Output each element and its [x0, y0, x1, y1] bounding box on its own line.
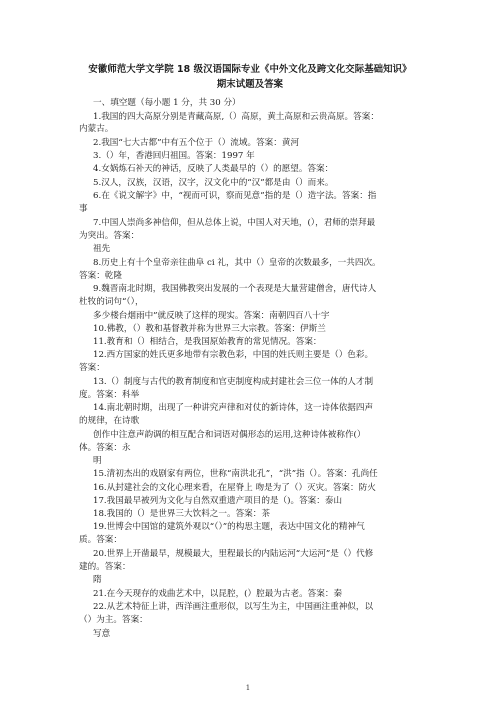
question-line: 内蒙古。 [79, 124, 114, 134]
question-line: 16.从封建社会的文化心理来看，在屋脊上 吻是为了（）灭灾。答案：防火 [93, 483, 376, 493]
question-line: 4.女娲炼石补天的神话，反映了人类最早的（）的愿望。答案： [93, 164, 334, 174]
question-line: 答案：乾隆 [79, 271, 122, 281]
answer-line: 写意 [93, 629, 111, 639]
question-line: 创作中注意声韵调的相互配合和词语对偶形态的运用,这种诗体被称作(） [93, 430, 366, 440]
answer-line: 隋 [93, 575, 102, 585]
question-line: 杜牧的词句“（）， [79, 297, 144, 307]
question-line: （）为主。答案： [79, 615, 148, 625]
question-line: 12.西方国家的姓氏更多地带有宗教色彩，中国的姓氏则主要是（）色彩。 [93, 350, 374, 360]
question-line: 18.我国的（）是世界三大饮料之一。答案：茶 [93, 509, 270, 519]
document-title: 安徽师范大学文学院 18 级汉语国际专业《中外文化及跨文化交际基础知识》 [88, 64, 412, 75]
document-subtitle: 期末试题及答案 [216, 79, 284, 90]
question-line: 15.清初杰出的戏剧家有两位，世称“南洪北孔”，“洪”指（）。答案：孔尚任 [93, 469, 378, 479]
question-line: 1.我国的四大高原分别是青藏高原,（）高原，黄土高原和云贵高原。答案： [93, 112, 379, 122]
question-line: 5.汉人，汉族，汉语，汉字，汉文化中的“汉”都是由（）而来。 [93, 178, 334, 188]
question-line: 8.历史上有十个皇帝亲往曲阜 ci 礼，其中（）皇帝的次数最多，一共四次。 [93, 258, 381, 268]
question-line: 19.世博会中国馆的建筑外观以“（）”的构思主题，表达中国文化的精神气 [93, 522, 365, 532]
section-header: 一、填空题（每小题 1 分，共 30 分） [93, 98, 241, 108]
question-line: 3.（）年，香港回归祖国。答案：1997 年 [93, 151, 255, 161]
question-line: 22.从艺术特征上讲，西洋画注重形似，以写生为主，中国画注重神似，以 [93, 602, 374, 612]
question-line: 7.中国人崇尚多神信仰，但从总体上说，中国人对天地，(），君师的崇拜最 [93, 218, 376, 228]
answer-line: 祖先 [93, 244, 111, 254]
question-line: 9.魏晋南北时期，我国佛教突出发展的一个表现是大量营建僧舍，唐代诗人 [93, 284, 377, 294]
page-number: 1 [245, 684, 251, 692]
question-line: 质。答案： [79, 535, 122, 545]
question-line: 多少楼台烟雨中”就反映了这样的现实。答案：南朝四百八十宇 [93, 311, 330, 321]
question-line: 建的。答案： [79, 562, 131, 572]
question-line: 21.在今天现存的戏曲艺术中，以昆腔，(）腔最为古老。答案：秦 [93, 589, 343, 599]
question-line: 17.我国最早被列为文化与自然双重遗产项目的是（)。答案：泰山 [93, 496, 343, 506]
question-line: 的规律，在诗歌 [79, 416, 140, 426]
question-line: 11.教育和（）相结合，是我国原始教育的常见情况。答案： [93, 337, 322, 347]
question-line: 度。答案：科举 [79, 390, 140, 400]
question-line: 13.（）制度与古代的教育制度和官吏制度构成封建社会三位一体的人才制 [93, 377, 374, 387]
question-line: 体。答案：永 [79, 443, 131, 453]
question-line: 14.南北朝时期，出现了一种讲究声律和对仗的新诗体，这一诗体依据四声 [93, 403, 374, 413]
answer-line: 明 [93, 456, 102, 466]
question-line: 6.在《说文解字》中，“视而可识，察而见意”指的是（）造字法。答案：指 [93, 191, 377, 201]
question-line: 2.我国“七大古都”中有五个位于（）流域。答案：黄河 [93, 138, 300, 148]
question-line: 答案： [79, 363, 105, 373]
question-line: 事 [79, 204, 88, 214]
question-line: 20.世界上开凿最早，规模最大，里程最长的内陆运河“大运河”是（）代修 [93, 549, 374, 559]
question-line: 为突出。答案： [79, 231, 140, 241]
question-line: 10.佛教，（）教和基督教并称为世界三大宗教。答案：伊斯兰 [93, 324, 326, 334]
